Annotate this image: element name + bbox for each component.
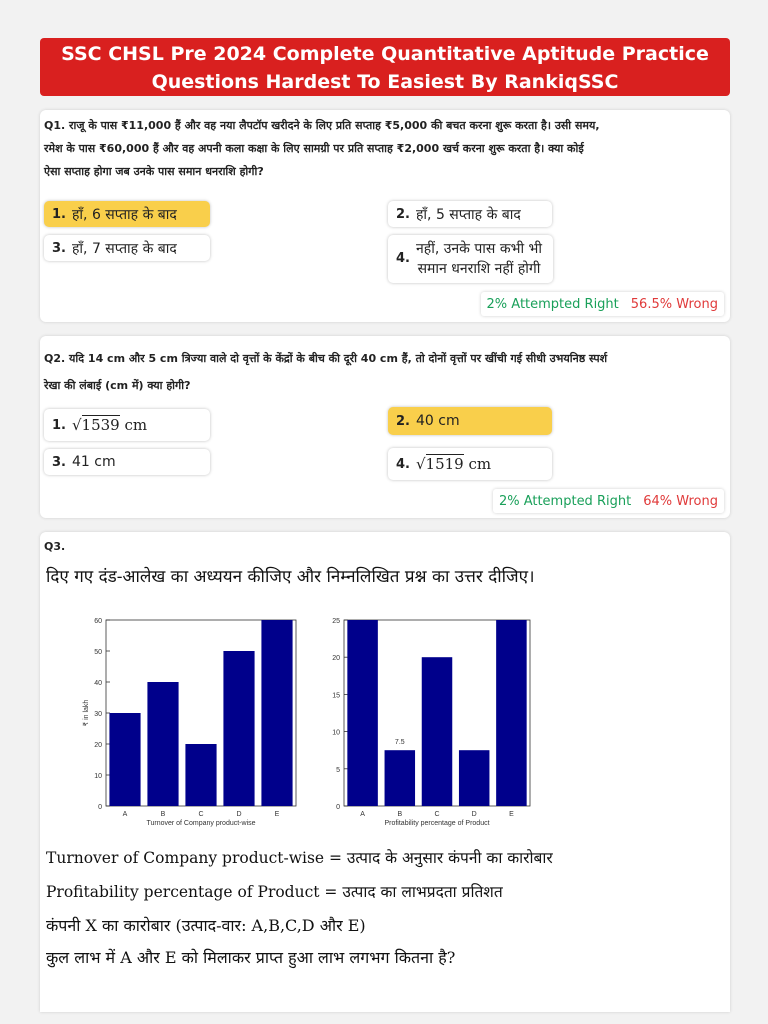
wrong-stat: 64% Wrong [643,493,718,509]
sqrt-sign: √ [415,455,426,473]
wrong-stat: 56.5% Wrong [630,296,718,312]
option-label-line: समान धनराशि नहीं होगी [417,261,541,277]
x-tick-label: E [509,811,514,818]
x-tick-label: D [236,811,242,818]
option-label [416,239,542,279]
y-tick-label: 10 [94,773,102,780]
y-tick-label: 50 [94,649,102,656]
y-axis-label: ₹ in lakh [83,699,90,727]
option-number: 1. [52,417,66,433]
option-2[interactable] [388,201,552,227]
x-tick-label: A [360,811,365,818]
bar [109,713,140,806]
option-label: हाँ, 6 सप्ताह के बाद [71,206,177,223]
option-label [416,455,491,473]
y-tick-label: 10 [332,729,340,737]
bar [347,620,378,806]
title-line-1: SSC CHSL Pre 2024 Complete Quantitative Aptitude Practice [61,43,709,65]
option-label-line: नहीं, उनके पास कभी भी [415,241,542,257]
attempt-stats [493,489,724,513]
attempted-right-stat: 2% Attempted Right [486,296,619,312]
y-tick-label: 20 [94,742,102,749]
y-tick-label: 5 [336,766,340,774]
bar [459,750,490,806]
question-text [44,345,726,399]
option-label: हाँ, 7 सप्ताह के बाद [71,240,177,257]
x-tick-label: C [198,811,204,818]
question-line: Q1. राजू के पास ₹11,000 हैं और वह नया लैपटॉप खरीदने के लिए प्रति सप्ताह ₹5,000 की बचत करना शुरू करता है। उसी समय, [44,119,600,132]
question-card-2 [40,336,730,518]
x-tick-label: B [160,811,166,818]
option-2[interactable] [388,407,552,435]
definition-line: Turnover of Company product-wise = उत्पाद के अनुसार कंपनी का कारोबार [46,849,553,867]
question-instruction: दिए गए दंड-आलेख का अध्ययन कीजिए और निम्नलिखित प्रश्न का उत्तर दीजिए। [46,567,535,587]
x-axis-label: Turnover of Company product-wise [146,820,256,827]
question-line: रेखा की लंबाई (cm में) क्या होगी? [44,379,191,392]
y-tick-label: 25 [332,618,340,625]
y-tick-label: 60 [94,618,102,625]
y-tick-label: 30 [94,711,102,718]
bar [422,657,453,806]
question-line: रमेश के पास ₹60,000 हैं और वह अपनी कला कक्षा के लिए सामग्री पर प्रति सप्ताह ₹2,000 खर्च करना शुरू करता है। क्या कोई [44,142,584,155]
option-1[interactable] [44,409,210,441]
option-label: 41 cm [71,454,116,470]
x-tick-label: A [122,811,128,818]
bar [223,651,254,806]
option-number: 1. [52,206,66,222]
option-number: 2. [396,206,410,222]
radicand: 1539 [81,416,120,434]
option-label: 40 cm [415,413,460,429]
question-card-3 [40,532,730,1012]
y-tick-label: 40 [94,680,102,687]
bar [496,620,527,806]
radicand: 1519 [425,455,464,473]
question-number: Q3. [44,540,66,553]
x-tick-label: D [471,811,477,818]
question-line: ऐसा सप्ताह होगा जब उनके पास समान धनराशि होगी? [44,165,264,178]
option-number: 2. [396,413,410,429]
option-3[interactable] [44,235,210,261]
profitability-bar-chart [310,608,540,828]
option-1[interactable] [44,201,210,227]
option-label: हाँ, 5 सप्ताह के बाद [415,206,521,223]
option-4[interactable] [388,448,552,480]
option-label [72,416,147,434]
option-number: 3. [52,454,66,470]
option-3[interactable] [44,449,210,475]
question-card-1 [40,110,730,322]
option-number: 4. [396,251,410,266]
question-line: Q2. यदि 14 cm और 5 cm त्रिज्या वाले दो वृत्तों के केंद्रों के बीच की दूरी 40 cm हैं, तो दोनों वृत्तों पर खींची गई सीधी उभयनिष्ठ स्पर्श [44,352,608,365]
sqrt-sign: √ [71,416,82,434]
bar [385,750,416,806]
title-line-2: Questions Hardest To Easiest By RankiqSSC [151,71,619,93]
option-number: 3. [52,240,66,256]
option-4[interactable] [388,235,553,283]
question-text [44,114,726,183]
unit: cm [463,455,492,473]
attempt-stats [481,292,724,316]
unit: cm [119,416,148,434]
y-tick-label: 20 [332,655,340,663]
x-axis-label: Profitability percentage of Product [384,820,490,827]
x-tick-label: C [434,811,440,818]
x-tick-label: E [274,811,280,818]
page-title-banner [40,38,730,96]
y-tick-label: 0 [98,804,102,811]
option-number: 4. [396,456,410,472]
bar [185,744,216,806]
y-tick-label: 0 [336,804,340,811]
question-line: कंपनी X का कारोबार (उत्पाद-वार: A,B,C,D और E) [46,916,366,935]
x-tick-label: B [397,811,403,818]
y-tick-label: 15 [332,692,340,700]
attempted-right-stat: 2% Attempted Right [498,493,632,509]
question-line: कुल लाभ में A और E को मिलाकर प्राप्त हुआ लाभ लगभग कितना है? [46,948,456,967]
bar [147,682,178,806]
turnover-bar-chart [68,608,328,828]
bar [261,620,292,806]
definition-line: Profitability percentage of Product = उत्पाद का लाभप्रदता प्रतिशत [46,883,503,901]
data-label: 7.5 [394,739,405,747]
